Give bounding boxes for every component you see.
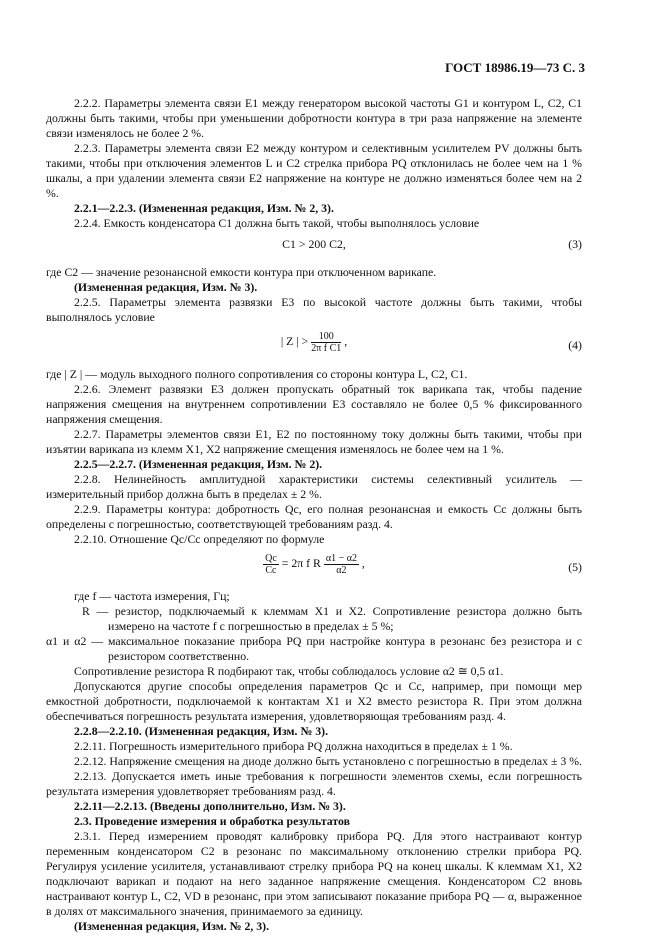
formula-4-number: (4) (568, 338, 582, 352)
formula-5-numerator: α1 − α2 (325, 553, 357, 564)
paragraph: 2.2.5. Параметры элемента развязки E3 по высокой частоте должны быть такими, чтобы выполнялось условие (46, 295, 582, 324)
formula-4-lhs: | Z | > (280, 334, 309, 349)
formula-4-expression (46, 331, 582, 354)
paragraph: 2.3.1. Перед измерением проводят калибровку прибора PQ. Для этого настраивают контур переменным конденсатором C2 в резонанс по максимальному отклонению стрелки прибора PQ. Регулируя усиление усилителя, устанавливают стрелку прибора PQ на конец шкалы. К клеммам X1, X2 подключают варикап и подают на него заданное напряжение смещения. Конденсатором C2 вновь настраивают контур L, C2, VD в резонанс, при этом записывают показание прибора PQ — α, выраженное в долях от максимального значения, принимаемого за единицу. (46, 829, 582, 918)
paragraph: 2.2.8. Нелинейность амплитудной характеристики системы селективный усилитель — измерительный прибор должна быть в пределах ± 2 %. (46, 472, 582, 501)
where-item: где f — частота измерения, Гц; (74, 589, 230, 603)
paragraph: Допускаются другие способы определения параметров Qc и Cc, например, при помощи мер емкостной добротности, подключаемой к контактам X1 и X2 вместо резистора R. При этом должна обеспечиваться погрешность результата измерения, удовлетворяющая требованиям разд. 4. (46, 679, 582, 723)
amendment-note: 2.2.1—2.2.3. (Измененная редакция, Изм. № 2, 3). (74, 201, 334, 215)
formula-5-mid: = 2π f R (281, 556, 321, 571)
formula-5 (46, 553, 582, 583)
formula-5-ratio-den: Cc (265, 565, 277, 576)
paragraph: 2.2.7. Параметры элементов связи E1, E2 по постоянному току должны быть такими, чтобы при изъятии варикапа из клемм X1, X2 напряжение смещения изменялось не более чем на 1 %. (46, 427, 582, 456)
paragraph: 2.2.13. Допускается иметь иные требования к погрешности элементов схемы, если погрешность результата измерения удовлетворяет требованиям разд. 4. (46, 769, 582, 798)
section-heading: 2.3. Проведение измерения и обработка результатов (74, 814, 350, 828)
formula-5-end: , (361, 556, 365, 571)
formula-3 (46, 237, 582, 259)
formula-5-ratio-num: Qc (265, 553, 277, 564)
formula-4-numerator: 100 (311, 331, 341, 343)
formula-5-number: (5) (568, 560, 582, 574)
document-body (46, 96, 582, 934)
paragraph: Сопротивление резистора R подбирают так, чтобы соблюдалось условие α2 ≅ 0,5 α1. (74, 664, 504, 678)
formula-5-ratio (263, 553, 279, 576)
paragraph: 2.2.3. Параметры элемента связи E2 между контуром и селективным усилителем PV должны быть такими, чтобы при отключения элементов L и C2 стрелка прибора PQ отклонилась не более чем на 1 % шкалы, а при удалении элемента связи E2 напряжение на контуре не должно изменяться более чем на 2 %. (46, 141, 582, 200)
formula-4-denominator: 2π f C1 (311, 343, 342, 354)
formula-4-fraction (311, 331, 341, 354)
amendment-note: 2.2.8—2.2.10. (Измененная редакция, Изм. № 3). (74, 724, 329, 738)
paragraph: 2.2.12. Напряжение смещения на диоде должно быть установлено с погрешностью в пределах ± 3 %. (74, 754, 582, 768)
paragraph: 2.2.10. Отношение Qc/Cc определяют по формуле (74, 532, 325, 546)
paragraph: 2.2.2. Параметры элемента связи E1 между генератором высокой частоты G1 и контуром L, C2, C1 должны быть такими, чтобы при уменьшении добротности контура в три раза напряжение на элементе связи изменялось не более 2 %. (46, 96, 582, 140)
amendment-note: (Измененная редакция, Изм. № 3). (74, 280, 258, 294)
paragraph: где C2 — значение резонансной емкости контура при отключенном варикапе. (46, 265, 437, 279)
amendment-note: 2.2.5—2.2.7. (Измененная редакция, Изм. № 2). (74, 457, 323, 471)
page-header: ГОСТ 18986.19—73 С. 3 (445, 60, 585, 75)
formula-3-expression: C1 > 200 C2, (282, 237, 346, 251)
formula-4 (46, 331, 582, 361)
amendment-note: 2.2.11—2.2.13. (Введены дополнительно, Изм. № 3). (74, 799, 346, 813)
where-item: R — резистор, подключаемый к клеммам X1 и X2. Сопротивление резистора должно быть измерено на частоте f с погрешностью в пределах ± 5 %; (82, 604, 582, 633)
paragraph: 2.2.6. Элемент развязки E3 должен пропускать обратный ток варикапа так, чтобы падение напряжения смещения на внутреннем сопротивлении E3 составляло не более 0,5 % фиксированного напряжения смещения. (46, 382, 582, 426)
amendment-note: (Измененная редакция, Изм. № 2, 3). (74, 919, 270, 933)
paragraph: 2.2.11. Погрешность измерительного прибора PQ должна находиться в пределах ± 1 %. (74, 739, 513, 753)
where-item: α1 и α2 — максимальное показание прибора PQ при настройке контура в резонанс без резистора и с резистором соответственно. (46, 634, 582, 663)
paragraph: где | Z | — модуль выходного полного сопротивления со стороны контура L, C2, C1. (46, 367, 468, 381)
formula-5-fraction (324, 553, 359, 576)
paragraph: 2.2.4. Емкость конденсатора C1 должна быть такой, чтобы выполнялось условие (74, 216, 480, 230)
paragraph: 2.2.9. Параметры контура: добротность Qc, его полная резонансная и емкость Cc должны быть определены с погрешностью, соответствующей требованиям разд. 4. (46, 502, 582, 531)
formula-4-end: , (344, 334, 348, 349)
formula-3-number: (3) (568, 237, 582, 251)
formula-5-expression (46, 553, 582, 576)
formula-5-denominator: α2 (336, 565, 347, 576)
